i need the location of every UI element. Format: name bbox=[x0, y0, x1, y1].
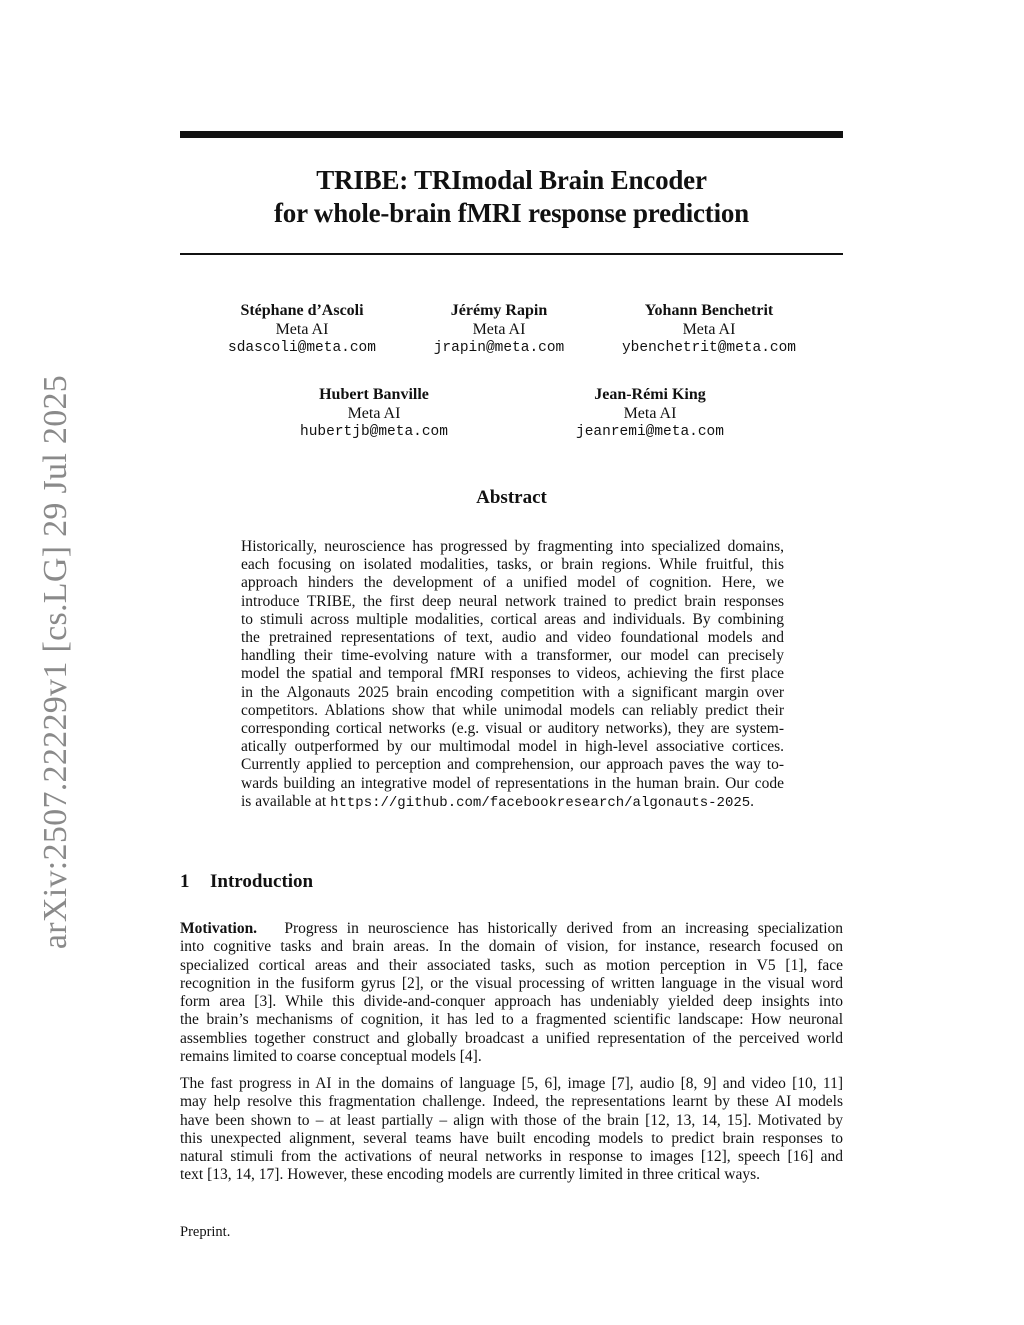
author-block bbox=[576, 385, 724, 442]
section-heading bbox=[180, 871, 313, 893]
abstract-line: handling their time-evolving nature with a transformer, our model can precisely bbox=[241, 647, 784, 665]
author-email[interactable]: hubertjb@meta.com bbox=[300, 424, 448, 440]
author-affiliation: Meta AI bbox=[275, 321, 329, 338]
paragraph-lead: Motivation. bbox=[180, 920, 258, 937]
paragraph-line: this unexpected alignment, several teams have built encoding models to predict brain responses to bbox=[180, 1129, 843, 1147]
paragraph-line: text [13, 14, 17]. However, these encoding models are currently limited in three critical ways. bbox=[180, 1166, 761, 1184]
author-affiliation: Meta AI bbox=[623, 405, 677, 422]
abstract-line: to stimuli across multiple modalities, cortical areas and individuals. By combining bbox=[241, 610, 784, 628]
author-name: Jérémy Rapin bbox=[450, 302, 548, 319]
section-title: Introduction bbox=[210, 871, 314, 892]
footer-note: Preprint. bbox=[180, 1224, 231, 1240]
paragraph-line: have been shown to – at least partially – align with those of the brain [12, 13, 14, 15]. Motivated by bbox=[180, 1111, 843, 1129]
paragraph-line: natural stimuli from the activations of neural networks in response to images [12], speech [16] and bbox=[180, 1148, 843, 1166]
author-block bbox=[228, 301, 376, 358]
title-top-rule bbox=[180, 131, 843, 138]
arxiv-stamp: arXiv:2507.22229v1 [cs.LG] 29 Jul 2025 bbox=[37, 374, 74, 950]
intro-paragraph-2 bbox=[180, 1075, 843, 1185]
author-affiliation: Meta AI bbox=[472, 321, 526, 338]
paragraph-line: may help resolve this fragmentation challenge. Indeed, the representations learnt by these AI models bbox=[180, 1093, 843, 1111]
abstract-line: Historically, neuroscience has progressed by fragmenting into specialized domains, bbox=[241, 538, 784, 555]
abstract-code-prefix: is available at bbox=[241, 792, 331, 810]
author-email[interactable]: jeanremi@meta.com bbox=[576, 424, 724, 440]
author-name: Hubert Banville bbox=[319, 386, 429, 403]
paragraph-line: remains limited to coarse conceptual models [4]. bbox=[180, 1048, 482, 1066]
abstract-line: competitors. Ablations show that while unimodal models can reliably predict their bbox=[241, 701, 784, 719]
author-affiliation: Meta AI bbox=[347, 405, 401, 422]
author-name: Stéphane d’Ascoli bbox=[240, 302, 364, 319]
section-number: 1 bbox=[180, 871, 190, 892]
author-block bbox=[434, 301, 565, 358]
author-name: Jean-Rémi King bbox=[594, 386, 706, 403]
abstract-line: Currently applied to perception and comprehension, our approach paves the way to- bbox=[241, 756, 784, 774]
paragraph-line: specialized cortical areas and their associated tasks, such as motion perception in V5 [1], face bbox=[180, 956, 843, 974]
abstract-line: corresponding cortical networks (e.g. visual or auditory networks), they are system- bbox=[241, 720, 784, 738]
title-line-2: for whole-brain fMRI response prediction bbox=[274, 198, 749, 228]
intro-paragraph-1 bbox=[180, 920, 843, 1066]
title-bottom-rule bbox=[180, 253, 843, 255]
author-name: Yohann Benchetrit bbox=[644, 302, 774, 319]
abstract-code-suffix: . bbox=[750, 792, 755, 810]
abstract-line: atically outperformed by our multimodal model in high-level associative cortices. bbox=[241, 738, 784, 756]
paragraph-first-line: Progress in neuroscience has historically derived from an increasing specialization bbox=[284, 920, 843, 937]
author-affiliation: Meta AI bbox=[682, 321, 736, 338]
abstract-body bbox=[241, 538, 784, 812]
abstract-line: each focusing on isolated modalities, tasks, or brain regions. While fruitful, this bbox=[241, 556, 784, 574]
paragraph-line: into cognitive tasks and brain areas. In the domain of vision, for instance, research focused on bbox=[180, 938, 843, 956]
author-email[interactable]: sdascoli@meta.com bbox=[228, 340, 376, 356]
abstract-line: introduce TRIBE, the first deep neural network trained to predict brain responses bbox=[241, 592, 784, 610]
author-block bbox=[300, 385, 448, 442]
abstract-line: wards building an integrative model of representations in the human brain. Our code bbox=[241, 774, 784, 792]
abstract-line: model the spatial and temporal fMRI responses to videos, achieving the first place bbox=[241, 665, 784, 683]
abstract-heading: Abstract bbox=[476, 487, 547, 508]
paper-title bbox=[180, 164, 843, 230]
paragraph-line: recognition in the fusiform gyrus [2], or the visual processing of written language in the visual word bbox=[180, 974, 843, 992]
abstract-line: approach hinders the development of a unified model of cognition. Here, we bbox=[241, 574, 784, 592]
paragraph-line: The fast progress in AI in the domains of language [5, 6], image [7], audio [8, 9] and video [10, 11] bbox=[180, 1075, 843, 1092]
abstract-line: in the Algonauts 2025 brain encoding competition with a significant margin over bbox=[241, 683, 784, 701]
author-email[interactable]: ybenchetrit@meta.com bbox=[621, 340, 797, 356]
paragraph-line: the brain’s mechanisms of cognition, it has led to a fragmented scientific landscape: How neuronal bbox=[180, 1011, 843, 1029]
author-block bbox=[622, 301, 796, 358]
author-email[interactable]: jrapin@meta.com bbox=[433, 340, 565, 356]
code-link[interactable]: https://github.com/facebookresearch/algonauts-2025 bbox=[330, 794, 751, 811]
abstract-line: the pretrained representations of text, audio and video foundational models and bbox=[241, 629, 784, 647]
title-line-1: TRIBE: TRImodal Brain Encoder bbox=[316, 165, 707, 195]
paragraph-line: assemblies together construct and globally broadcast a unified representation of the perceived world bbox=[180, 1029, 843, 1047]
paragraph-line bbox=[180, 920, 843, 938]
paragraph-line: form area [3]. While this divide-and-conquer approach has undeniably yielded deep insights into bbox=[180, 993, 843, 1011]
abstract-last-line bbox=[241, 793, 784, 812]
